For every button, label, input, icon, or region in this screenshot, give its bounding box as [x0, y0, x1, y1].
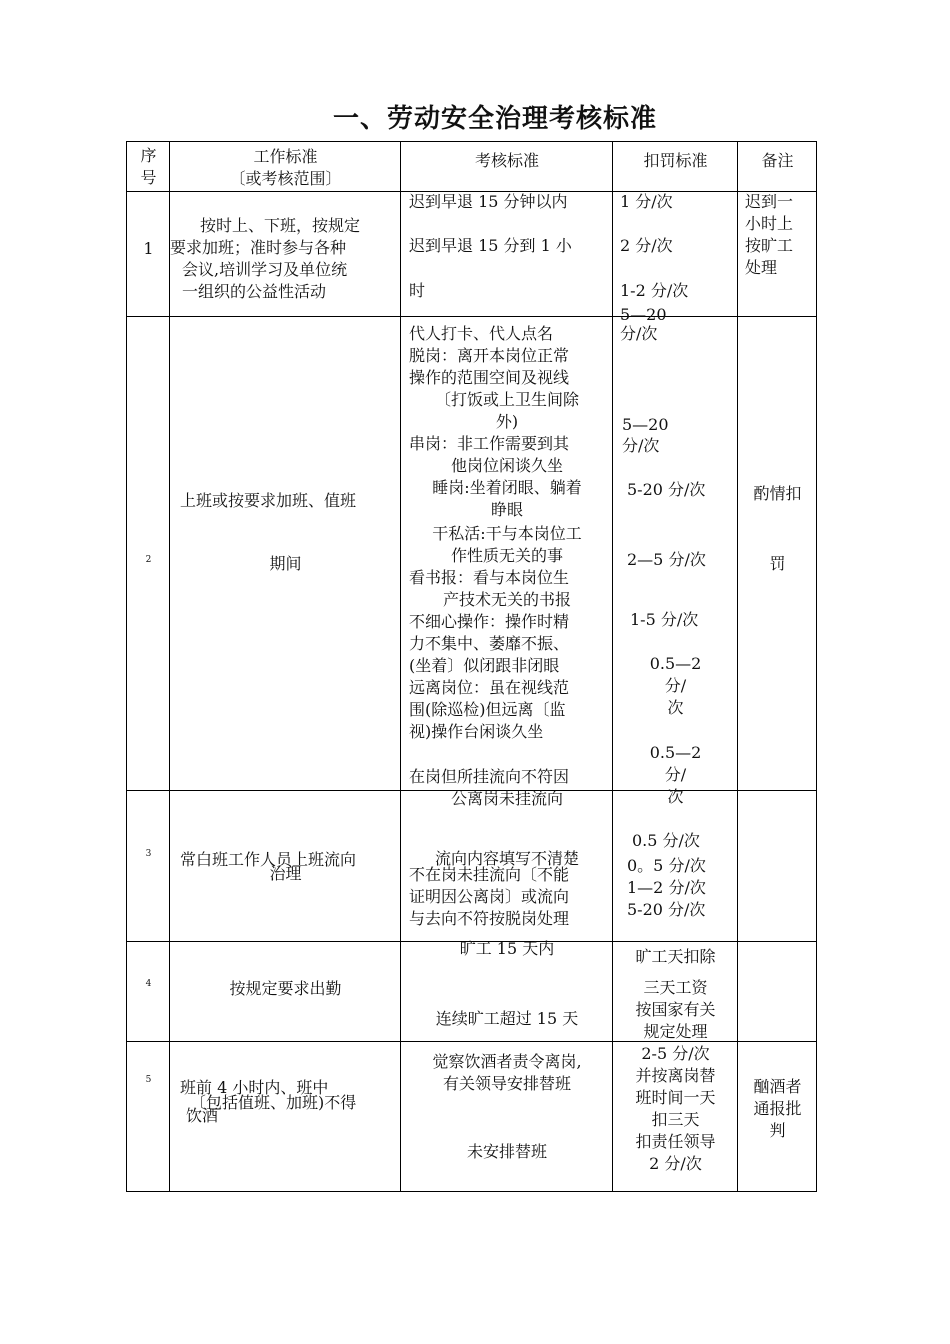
row-number: 4	[145, 979, 152, 989]
page-title: 一、劳动安全治理考核标准	[332, 104, 657, 134]
row-number: 1	[143, 239, 154, 258]
row-number: 2	[145, 555, 152, 565]
assessment-table	[126, 141, 817, 1192]
row-number: 5	[145, 1075, 152, 1085]
header-row: 序 号 工作标准 〔或考核范围〕 考核标准 扣罚标准 备注	[127, 142, 817, 192]
table-row: 4 按规定要求出勤 旷工 15 天内 连续旷工超过 15 天 旷工天扣除 三天工资 按国家有关 规定处理	[127, 942, 817, 1042]
table-row: 2 上班或按要求加班、值班 期间 代人打卡、代人点名 脱岗：离开本岗位正常 操作的范围空间及视线 〔打饭或上卫生间除 外) 串岗：非工作需要到其 他岗位闲谈久坐 睡岗:坐着闭眼、躺着 睁眼 干私活:干与本岗位工 作性质无关的事 看书报：看与本岗位生 产技术无关的书报 不细心操作：操作时精 力不集中、萎靡不振、 (坐着〕似闭跟非闭眼 远离岗位：虽在视线范 围(除巡检)但远离〔监 视)操作台闲谈久坐 在岗但所挂流向不符因 5—20 分/次 5—20 分/次 5-20 分/次 2—5 分/次 1-5 分/次 0.5—2 分/ 次 0.5—2 分/ 次 酌情扣 罚	[127, 317, 817, 791]
table-row: 3 常白班工作人员上班流向 治理 公离岗未挂流向 流向内容填写不清楚 不在岗未挂流向〔不能 证明因公离岗〕或流向 与去向不符按脱岗处理 0.5 分/次 0。5 分/次 1—2 分/次 5-20 分/次	[127, 791, 817, 942]
table-row: 1 按时上、下班，按规定 要求加班；准时参与各种 会议,培训学习及单位统 一组织的公益性活动 迟到早退 15 分钟以内 迟到早退 15 分到 1 小 时 1 分/次 2 分/次 1-2 分/次 迟到一 小时上 按旷工 处理	[127, 192, 817, 317]
row-number: 3	[145, 849, 152, 859]
table-row: 5 班前 4 小时内、班中 〔包括值班、加班)不得 饮酒 觉察饮酒者责令离岗, 有关领导安排替班 未安排替班 2-5 分/次 并按离岗替 班时间一天 扣三天 扣责任领导 2 分/次 酗酒者 通报批 判	[127, 1042, 817, 1192]
